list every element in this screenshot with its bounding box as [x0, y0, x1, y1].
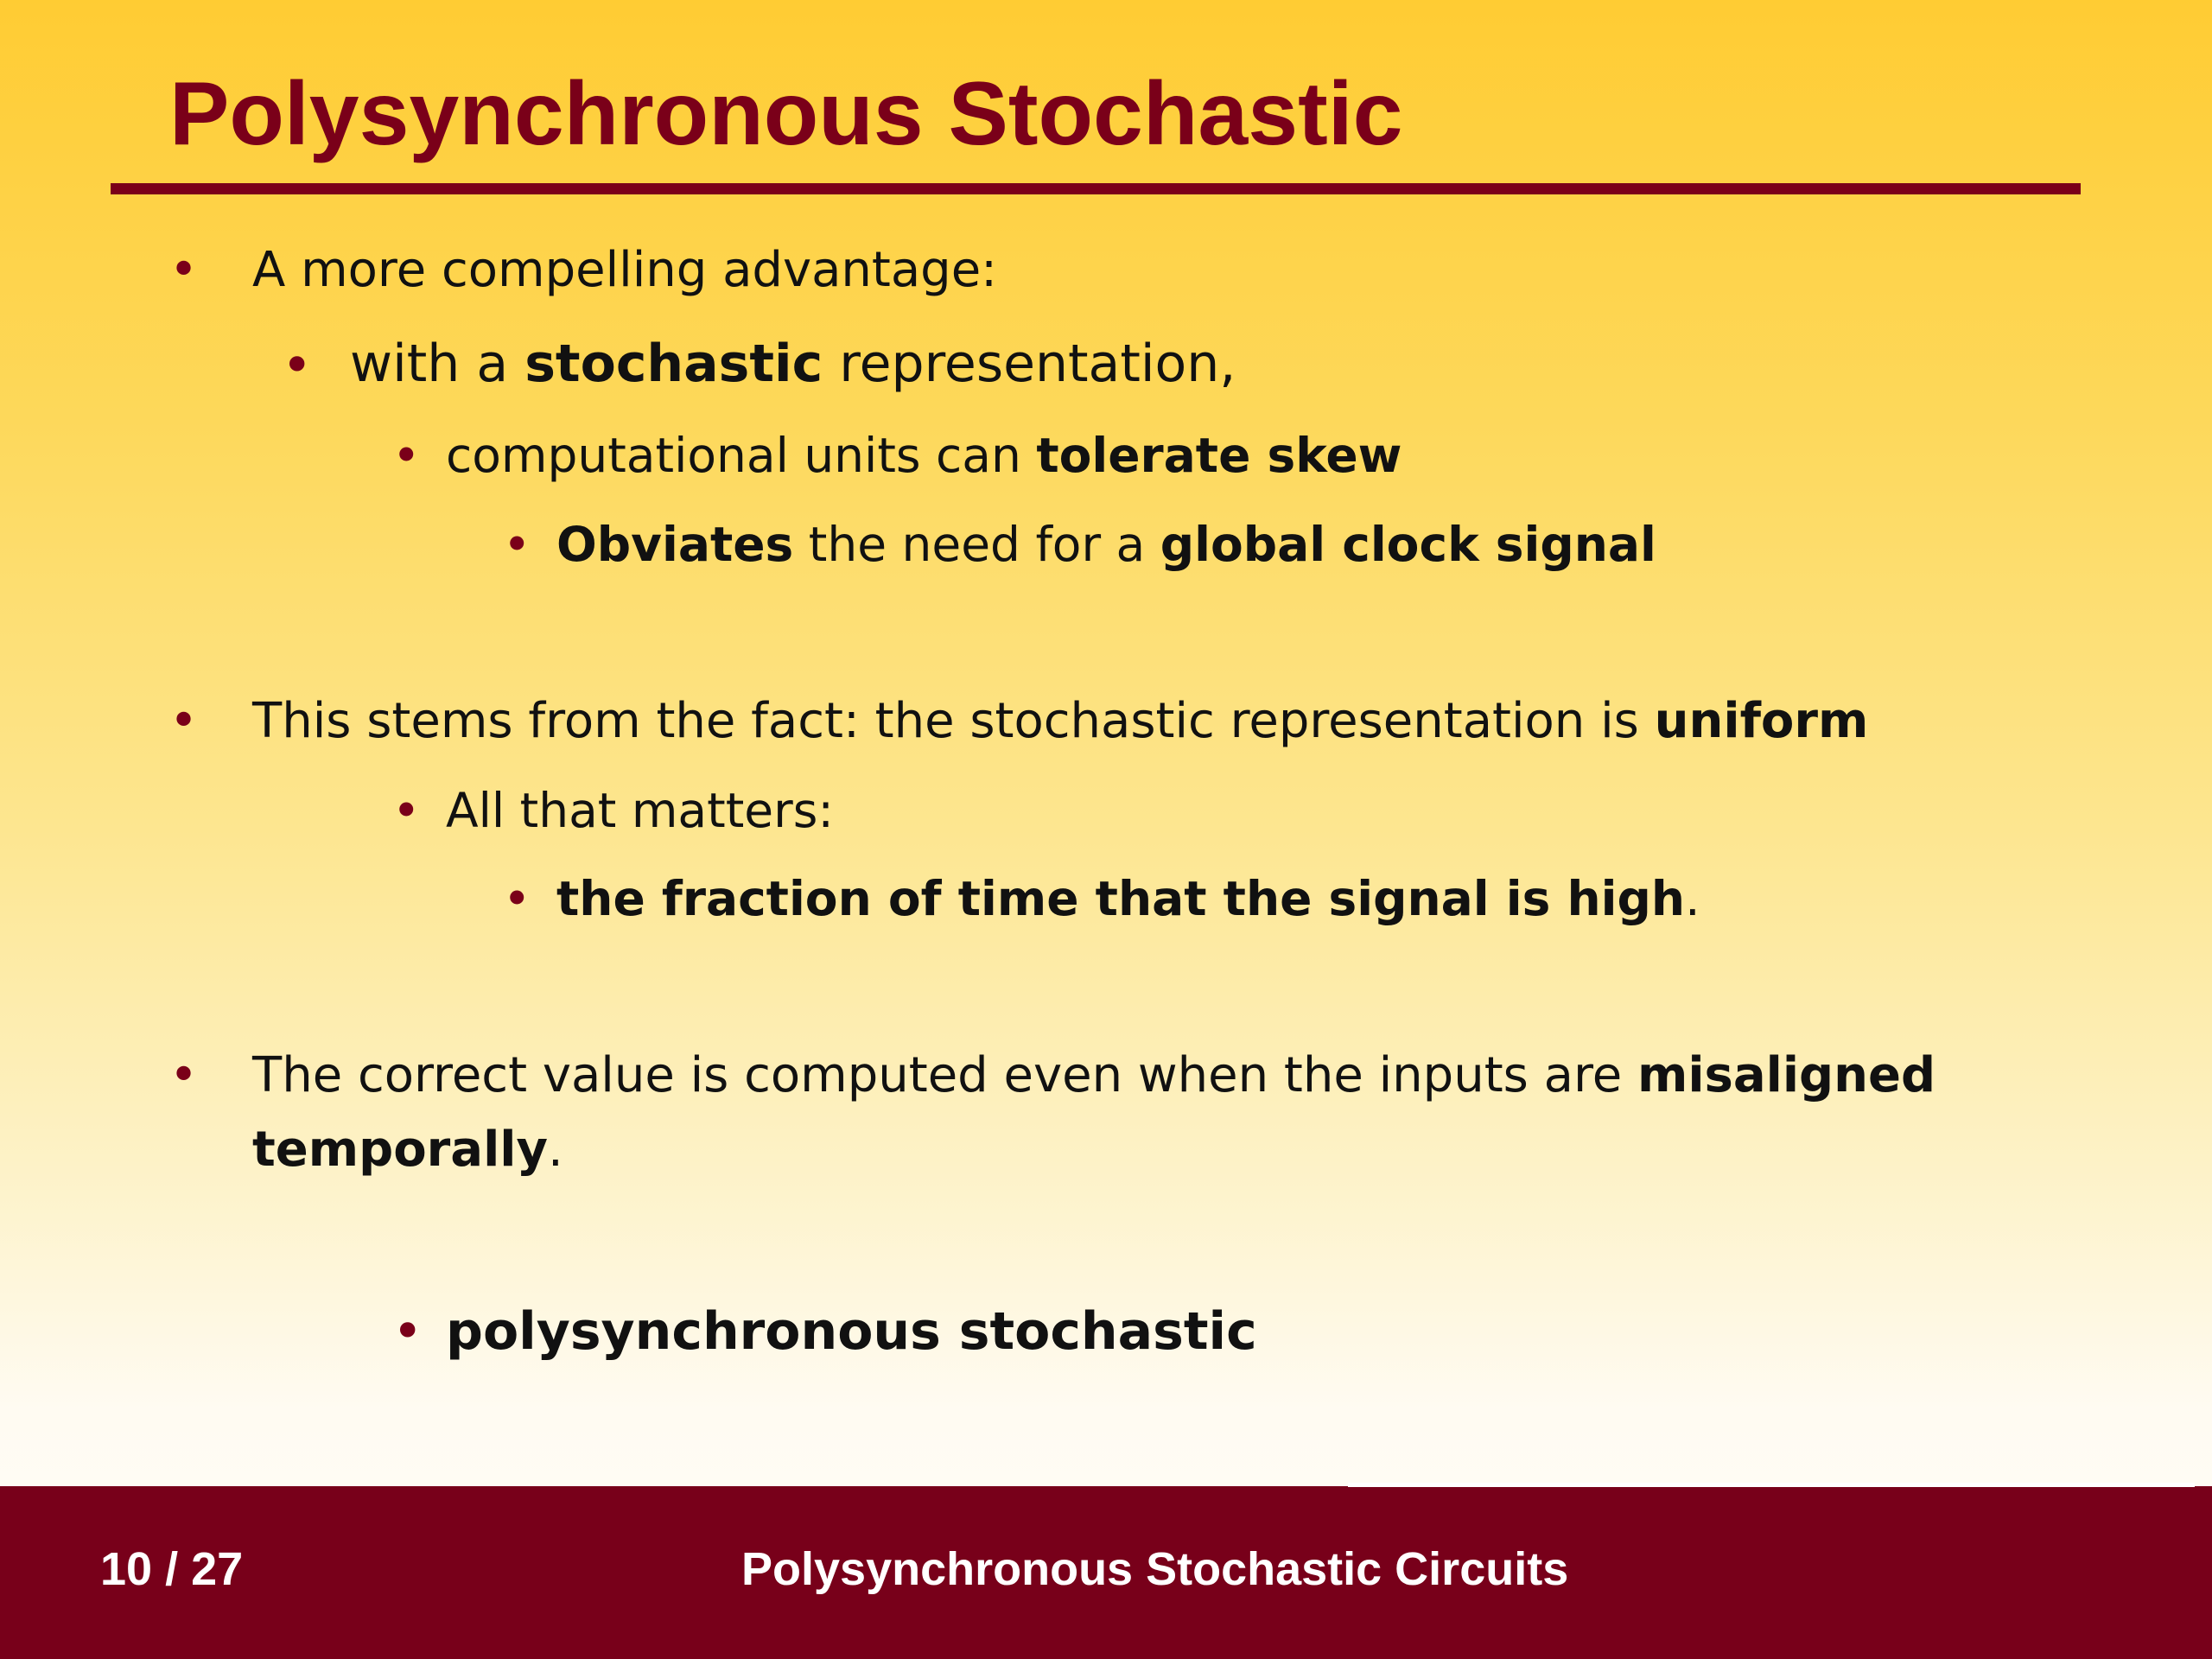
bullet-text-2b: the fraction of time that the signal is high. [556, 871, 1700, 926]
bullet-text-3-line1: The correct value is computed even when the inputs are misaligned [252, 1047, 1936, 1103]
bullet-icon: • [392, 1301, 423, 1362]
bullet-icon: • [392, 783, 421, 838]
bullet-icon: • [169, 693, 199, 749]
bullet-icon: • [169, 242, 199, 298]
bullet-icon: • [392, 428, 421, 483]
bullet-text-2: This stems from the fact: the stochastic representation is uniform [252, 693, 1869, 749]
bullet-text-3-line2: temporally. [252, 1122, 563, 1178]
bullet-icon: • [503, 517, 531, 572]
slide-title: Polysynchronous Stochastic [169, 64, 1403, 164]
title-underline [111, 183, 2081, 194]
footer-title: Polysynchronous Stochastic Circuits [741, 1543, 1569, 1595]
bullet-icon: • [169, 1047, 199, 1103]
bullet-text-3a: polysynchronous stochastic [446, 1301, 1257, 1362]
bullet-text-1: A more compelling advantage: [252, 242, 998, 298]
bullet-icon: • [503, 871, 531, 926]
bullet-text-1c: Obviates the need for a global clock signal [556, 517, 1656, 572]
bullet-text-2a: All that matters: [446, 783, 834, 838]
bullet-text-1b: computational units can tolerate skew [446, 428, 1402, 483]
page-number: 10 / 27 [100, 1543, 244, 1595]
bullet-text-1a: with a stochastic representation, [350, 334, 1236, 394]
footer-divider [1348, 1483, 2195, 1487]
bullet-icon: • [282, 335, 313, 396]
